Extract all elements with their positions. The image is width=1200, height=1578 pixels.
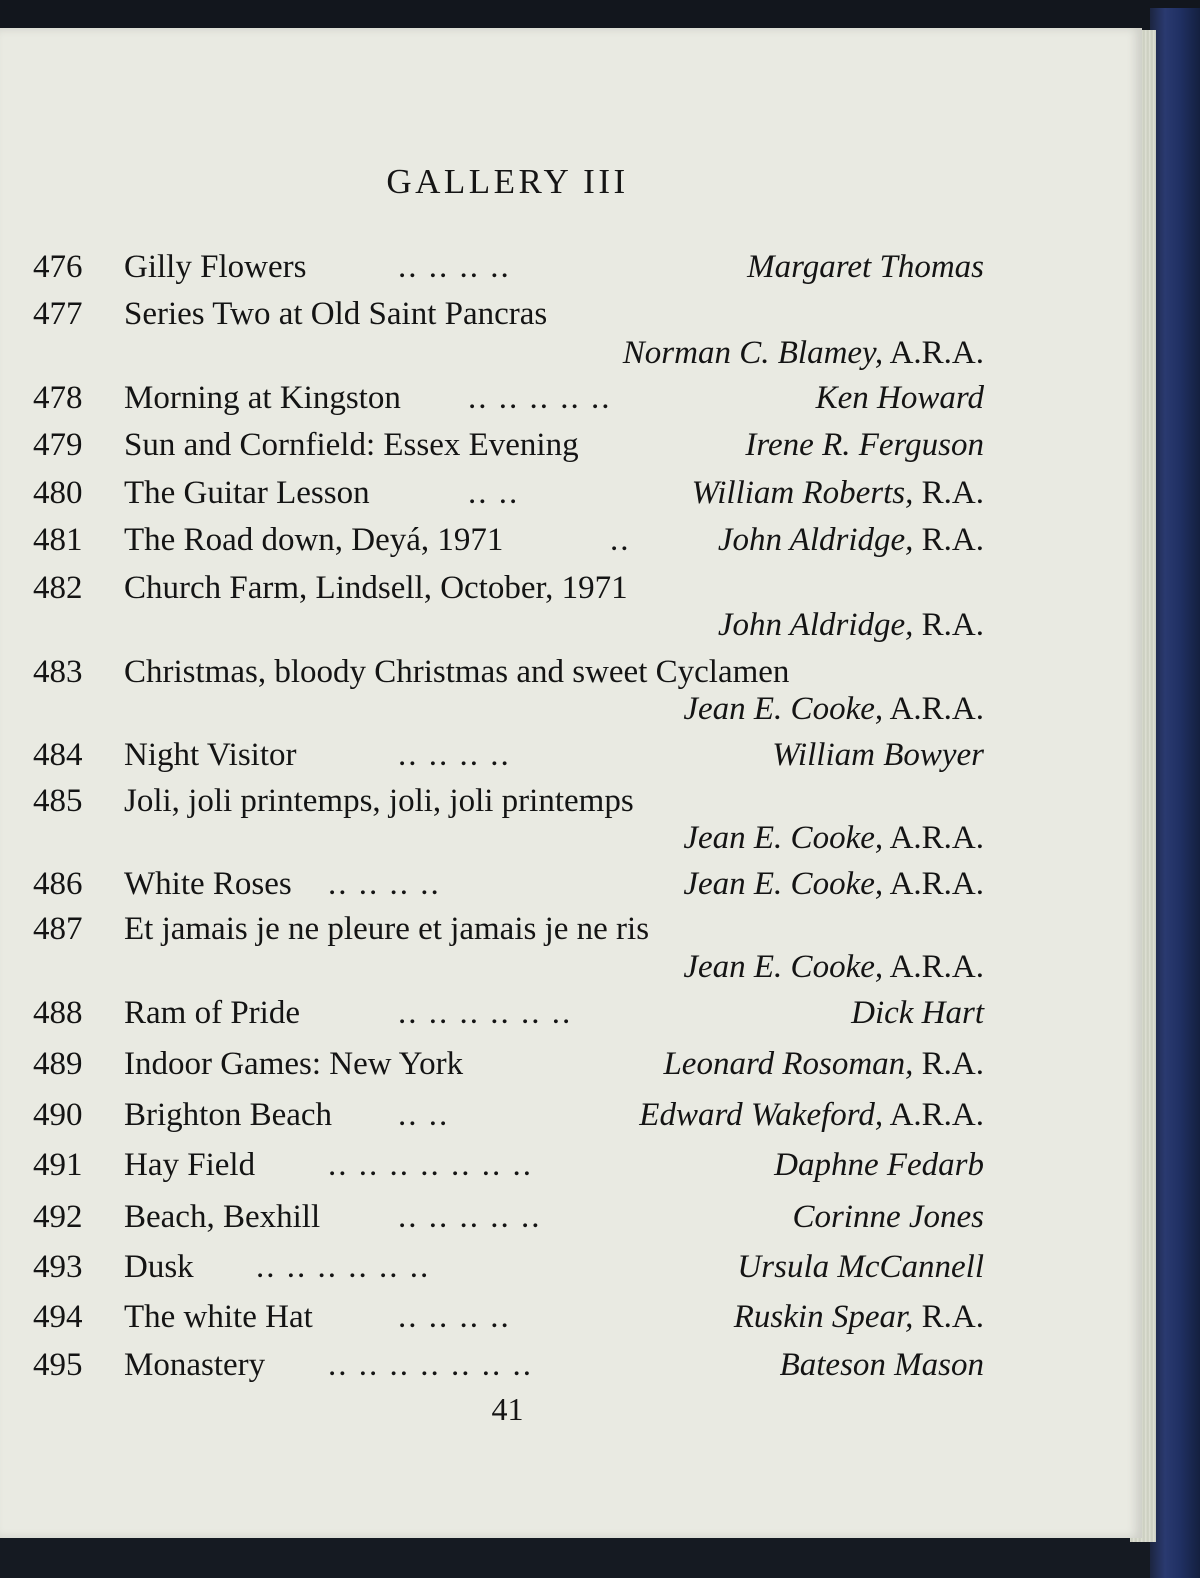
entry-title: The Road down, Deyá, 1971 <box>124 522 504 558</box>
entry-title: The white Hat <box>124 1299 313 1335</box>
entry-title: Christmas, bloody Christmas and sweet Cyclamen <box>124 654 790 690</box>
leader-dots: .. .. .. .. <box>398 1299 511 1335</box>
entry-artist <box>683 820 984 857</box>
entry-line <box>0 474 1000 518</box>
entry-artist <box>851 995 984 1032</box>
artist-name: William Bowyer <box>772 737 984 773</box>
artist-name: John Aldridge, <box>717 607 914 643</box>
entry-number: 480 <box>33 475 83 511</box>
artist-honours: R.A. <box>921 1299 984 1335</box>
artist-name: William Roberts, <box>691 475 914 511</box>
entry-artist <box>734 1299 984 1336</box>
leader-dots: .. .. <box>398 1097 450 1133</box>
page-number: 41 <box>491 1391 524 1427</box>
entry-artist <box>774 1147 984 1184</box>
artist-honours: A.R.A. <box>889 866 984 902</box>
entry-number: 488 <box>33 995 83 1031</box>
entry-artist <box>692 475 984 512</box>
leader-dots: .. .. .. .. .. .. <box>398 995 573 1031</box>
entry-line <box>0 1045 1000 1089</box>
entry-number: 486 <box>33 866 83 902</box>
artist-honours: R.A. <box>921 522 984 558</box>
artist-honours: A.R.A. <box>889 949 984 985</box>
entry-title: Sun and Cornfield: Essex Evening <box>124 427 579 463</box>
entry-artist <box>718 522 984 559</box>
entry-line <box>0 521 1000 565</box>
catalogue-page <box>0 28 1142 1538</box>
leader-dots: .. <box>610 522 631 558</box>
entry-line <box>0 1298 1000 1342</box>
entry-number: 495 <box>33 1347 83 1383</box>
leader-dots: .. .. .. .. <box>398 249 511 285</box>
leader-dots: .. .. .. .. <box>328 866 441 902</box>
entry-artist-line <box>0 948 1000 992</box>
entry-title: Monastery <box>124 1347 266 1383</box>
artist-name: Margaret Thomas <box>747 249 984 285</box>
artist-name: Ursula McCannell <box>737 1249 984 1285</box>
entry-title: Morning at Kingston <box>124 380 401 416</box>
entry-number: 485 <box>33 783 83 819</box>
artist-honours: R.A. <box>921 475 984 511</box>
leader-dots: .. .. .. .. <box>398 737 511 773</box>
entry-number: 483 <box>33 654 83 690</box>
entry-title: Indoor Games: New York <box>124 1046 464 1082</box>
entry-line <box>0 865 1000 909</box>
entry-artist <box>745 427 984 464</box>
entry-line <box>0 1096 1000 1140</box>
entry-title: The Guitar Lesson <box>124 475 370 511</box>
artist-name: Bateson Mason <box>779 1347 984 1383</box>
entry-number: 493 <box>33 1249 83 1285</box>
artist-name: Daphne Fedarb <box>774 1147 984 1183</box>
artist-honours: R.A. <box>921 607 984 643</box>
entry-artist <box>780 1347 984 1384</box>
artist-honours: A.R.A. <box>889 1097 984 1133</box>
entry-artist-line <box>0 334 1000 378</box>
entry-number: 477 <box>33 296 83 332</box>
entry-title: Et jamais je ne pleure et jamais je ne ris <box>124 911 650 947</box>
entry-artist <box>718 607 984 644</box>
entry-artist <box>792 1199 984 1236</box>
entry-artist <box>683 691 984 728</box>
artist-name: Leonard Rosoman, <box>663 1046 914 1082</box>
entry-title: Church Farm, Lindsell, October, 1971 <box>124 570 628 606</box>
book-cover-edge <box>1150 8 1200 1578</box>
book-top-edge <box>0 0 1200 30</box>
artist-honours: A.R.A. <box>889 820 984 856</box>
entry-artist-line <box>0 606 1000 650</box>
entry-artist <box>683 866 984 903</box>
leader-dots: .. .. <box>468 475 520 511</box>
artist-name: Corinne Jones <box>792 1199 984 1235</box>
gallery-heading: GALLERY III <box>386 162 629 201</box>
entry-line <box>0 1248 1000 1292</box>
entry-number: 490 <box>33 1097 83 1133</box>
entry-title: Hay Field <box>124 1147 256 1183</box>
entry-line <box>0 994 1000 1038</box>
entry-artist <box>623 335 984 372</box>
artist-name: Edward Wakeford, <box>639 1097 884 1133</box>
artist-name: Ken Howard <box>815 380 984 416</box>
entry-line <box>0 1146 1000 1190</box>
entry-number: 479 <box>33 427 83 463</box>
artist-name: Dick Hart <box>851 995 984 1031</box>
entry-line <box>0 1198 1000 1242</box>
entry-number: 484 <box>33 737 83 773</box>
entry-number: 491 <box>33 1147 83 1183</box>
entry-artist <box>747 249 984 286</box>
entry-number: 487 <box>33 911 83 947</box>
artist-name: Jean E. Cooke, <box>683 691 884 727</box>
entry-line <box>0 736 1000 780</box>
artist-name: Norman C. Blamey, <box>622 335 884 371</box>
entry-title: Joli, joli printemps, joli, joli printemps <box>124 783 634 819</box>
artist-name: Ruskin Spear, <box>733 1299 914 1335</box>
entry-number: 492 <box>33 1199 83 1235</box>
artist-honours: A.R.A. <box>889 691 984 727</box>
entry-line <box>0 248 1000 292</box>
artist-name: John Aldridge, <box>717 522 914 558</box>
artist-name: Irene R. Ferguson <box>745 427 984 463</box>
entry-artist <box>816 380 984 417</box>
entry-title: Dusk <box>124 1249 194 1285</box>
entry-artist <box>737 1249 984 1286</box>
entry-title: White Roses <box>124 866 292 902</box>
entry-title: Ram of Pride <box>124 995 300 1031</box>
entry-number: 494 <box>33 1299 83 1335</box>
entry-title: Gilly Flowers <box>124 249 307 285</box>
entry-number: 481 <box>33 522 83 558</box>
entry-number: 482 <box>33 570 83 606</box>
entry-title: Night Visitor <box>124 737 297 773</box>
entry-line <box>0 379 1000 423</box>
leader-dots: .. .. .. .. .. .. .. <box>328 1147 533 1183</box>
entry-artist <box>772 737 984 774</box>
entry-artist <box>663 1046 984 1083</box>
entry-artist <box>683 949 984 986</box>
artist-name: Jean E. Cooke, <box>683 820 884 856</box>
entry-number: 476 <box>33 249 83 285</box>
leader-dots: .. .. .. .. .. <box>398 1199 542 1235</box>
leader-dots: .. .. .. .. .. .. <box>256 1249 431 1285</box>
entry-artist <box>639 1097 984 1134</box>
leader-dots: .. .. .. .. .. .. .. <box>328 1347 533 1383</box>
entry-line <box>0 1346 1000 1390</box>
artist-name: Jean E. Cooke, <box>683 949 884 985</box>
entry-line <box>0 426 1000 470</box>
entry-title: Brighton Beach <box>124 1097 333 1133</box>
entry-artist-line <box>0 690 1000 734</box>
artist-honours: A.R.A. <box>889 335 984 371</box>
entry-artist-line <box>0 819 1000 863</box>
entry-line <box>0 295 1000 339</box>
entry-number: 478 <box>33 380 83 416</box>
entry-number: 489 <box>33 1046 83 1082</box>
entry-title: Beach, Bexhill <box>124 1199 321 1235</box>
leader-dots: .. .. .. .. .. <box>468 380 612 416</box>
artist-honours: R.A. <box>921 1046 984 1082</box>
entry-title: Series Two at Old Saint Pancras <box>124 296 548 332</box>
artist-name: Jean E. Cooke, <box>683 866 884 902</box>
